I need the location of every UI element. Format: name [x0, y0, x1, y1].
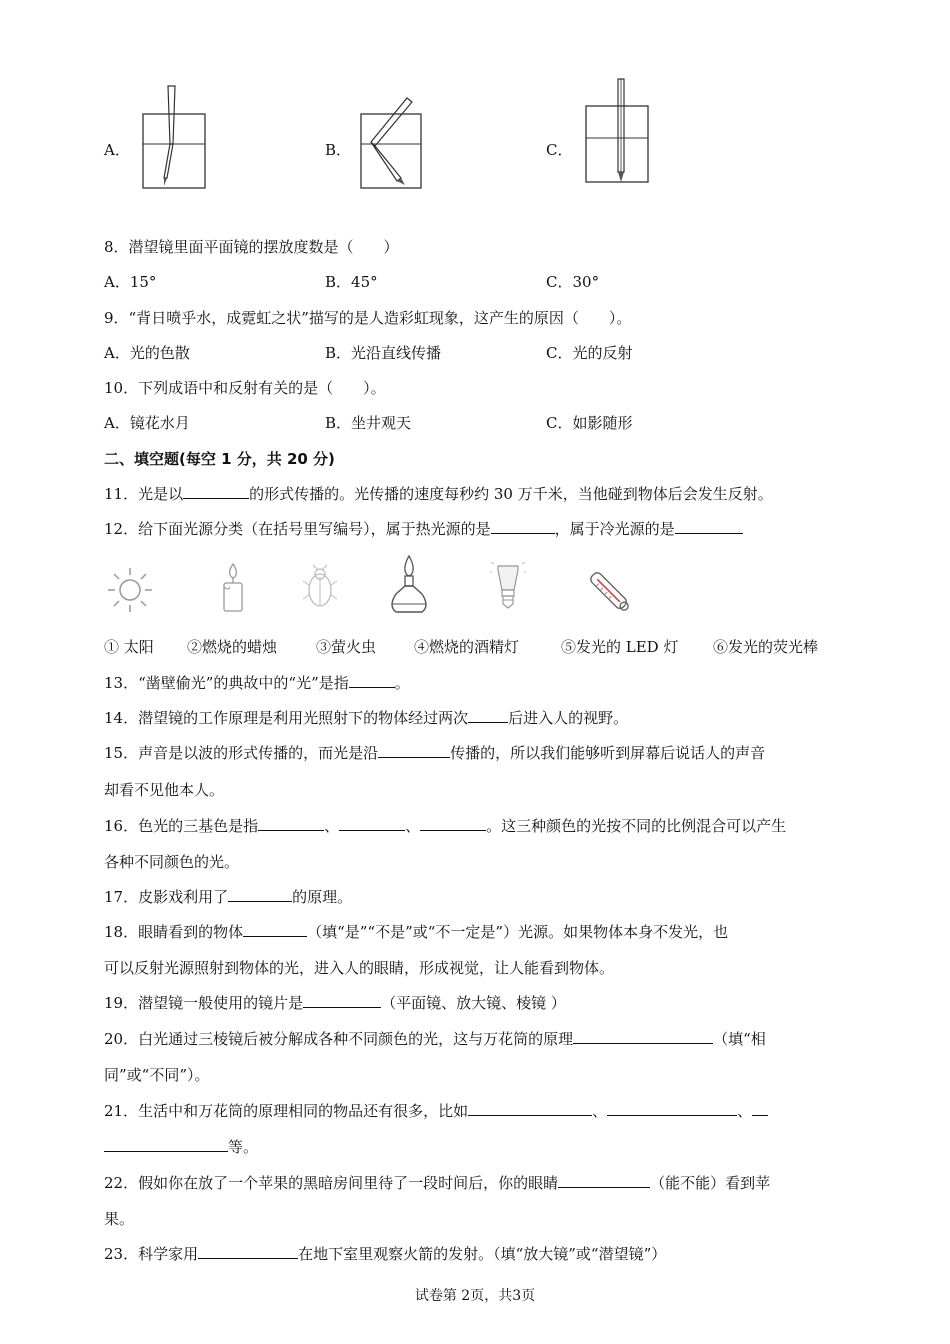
q21-part: 、 — [592, 1102, 608, 1120]
q23-part: 23．科学家用 — [104, 1245, 199, 1263]
q16-line-2: 各种不同颜色的光。 — [104, 853, 240, 871]
q13 — [104, 673, 410, 693]
pencil-in-water-b-figure — [355, 92, 435, 192]
answer-blank[interactable] — [752, 1101, 768, 1116]
q10-option-a: A．镜花水月 — [104, 414, 190, 432]
q19-part: 19．潜望镜一般使用的镜片是 — [104, 994, 304, 1012]
answer-blank[interactable] — [420, 816, 486, 831]
q17-part: 的原理。 — [292, 888, 353, 906]
answer-blank[interactable] — [183, 484, 249, 499]
q23-part: 在地下室里观察火箭的发射。（填“放大镜”或“潜望镜”） — [298, 1245, 667, 1263]
q20 — [104, 1029, 766, 1049]
q16-part: 16．色光的三基色是指 — [104, 817, 259, 835]
answer-blank[interactable] — [228, 887, 292, 902]
candle-icon — [218, 562, 248, 614]
q16-part: 、 — [405, 817, 421, 835]
q16-part: 。这三种颜色的光按不同的比例混合可以产生 — [486, 817, 787, 835]
pencil-in-water-c-figure — [580, 76, 660, 186]
q7-option-a-label: A． — [104, 141, 130, 159]
q21-part: 21．生活中和万花筒的原理相同的物品还有很多，比如 — [104, 1102, 469, 1120]
q22 — [104, 1173, 770, 1193]
q21 — [104, 1101, 768, 1121]
q20-part: （填“相 — [713, 1030, 766, 1048]
q15-part: 15．声音是以波的形式传播的，而光是沿 — [104, 744, 379, 762]
q20-part: 20．白光通过三棱镜后被分解成各种不同颜色的光，这与万花筒的原理 — [104, 1030, 574, 1048]
answer-blank[interactable] — [198, 1244, 298, 1259]
q22-part: 22．假如你在放了一个苹果的黑暗房间里待了一段时间后，你的眼睛 — [104, 1174, 559, 1192]
q11 — [104, 484, 773, 504]
q13-part: 。 — [394, 674, 410, 692]
q10-option-b: B．坐井观天 — [325, 414, 412, 432]
q20-line-2: 同”或“不同”）。 — [104, 1066, 210, 1084]
q22-line-2: 果。 — [104, 1210, 135, 1228]
q9-text: 9．“背日喷乎水，成霓虹之状”描写的是人造彩虹现象，这产生的原因（ ）。 — [104, 309, 632, 327]
light-source-label: ③萤火虫 — [316, 638, 377, 656]
q11-part: 的形式传播的。光传播的速度每秒约 30 万千米，当他碰到物体后会发生反射。 — [249, 485, 773, 503]
q15-part: 传播的，所以我们能够听到屏幕后说话人的声音 — [450, 744, 766, 762]
q9-option-b: B．光沿直线传播 — [325, 344, 442, 362]
q10-option-c: C．如影随形 — [546, 414, 633, 432]
alcohol-lamp-icon — [384, 554, 434, 616]
q8-option-b: B．45° — [325, 273, 378, 291]
firefly-icon — [300, 563, 340, 613]
q22-part: （能不能）看到苹 — [650, 1174, 771, 1192]
light-source-label: ⑤发光的 LED 灯 — [561, 638, 679, 656]
q18 — [104, 922, 728, 942]
q14-part: 后进入人的视野。 — [508, 709, 629, 727]
led-bulb-icon — [490, 562, 526, 612]
q10-text: 10．下列成语中和反射有关的是（ ）。 — [104, 379, 386, 397]
answer-blank[interactable] — [349, 673, 395, 688]
answer-blank[interactable] — [468, 1101, 592, 1116]
q16-part: 、 — [324, 817, 340, 835]
q18-part: （填“是”“不是”或“不一定是”）光源。如果物体本身不发光，也 — [307, 923, 729, 941]
page-footer: 试卷第 2页，共3页 — [414, 1288, 536, 1304]
q7-option-c-label: C． — [546, 141, 573, 159]
q16 — [104, 816, 786, 836]
answer-blank[interactable] — [104, 1137, 228, 1152]
q23 — [104, 1244, 666, 1264]
answer-blank[interactable] — [573, 1029, 713, 1044]
answer-blank[interactable] — [491, 519, 555, 534]
q11-part: 11．光是以 — [104, 485, 184, 503]
q14-part: 14．潜望镜的工作原理是利用光照射下的物体经过两次 — [104, 709, 469, 727]
q21-part: 等。 — [228, 1138, 259, 1156]
q13-part: 13．“凿壁偷光”的典故中的“光”是指 — [104, 674, 349, 692]
light-source-label: ⑥发光的荧光棒 — [713, 638, 819, 656]
q14 — [104, 708, 628, 728]
answer-blank[interactable] — [258, 816, 324, 831]
q21-line-2 — [104, 1137, 258, 1157]
answer-blank[interactable] — [243, 922, 307, 937]
q12-part: ，属于冷光源的是 — [554, 520, 675, 538]
answer-blank[interactable] — [607, 1101, 737, 1116]
light-source-label: ④燃烧的酒精灯 — [414, 638, 520, 656]
light-source-label: ②燃烧的蜡烛 — [187, 638, 278, 656]
answer-blank[interactable] — [468, 708, 508, 723]
q18-line-2: 可以反射光源照射到物体的光，进入人的眼睛，形成视觉，让人能看到物体。 — [104, 959, 615, 977]
q15 — [104, 743, 765, 763]
q15-line-2: 却看不见他本人。 — [104, 781, 225, 799]
q21-part: 、 — [737, 1102, 753, 1120]
light-source-label: ① 太阳 — [104, 638, 154, 656]
q12-part: 12．给下面光源分类（在括号里写编号），属于热光源的是 — [104, 520, 491, 538]
answer-blank[interactable] — [675, 519, 743, 534]
q18-part: 18．眼睛看到的物体 — [104, 923, 244, 941]
q7-option-b-label: B． — [325, 141, 352, 159]
answer-blank[interactable] — [303, 993, 381, 1008]
section-heading: 二、填空题(每空 1 分，共 20 分) — [104, 450, 335, 468]
q8-option-c: C．30° — [546, 273, 600, 291]
answer-blank[interactable] — [378, 743, 450, 758]
q8-option-a: A．15° — [104, 273, 157, 291]
q9-option-c: C．光的反射 — [546, 344, 633, 362]
q17 — [104, 887, 352, 907]
pencil-in-water-a-figure — [135, 82, 215, 192]
q17-part: 17．皮影戏利用了 — [104, 888, 229, 906]
q19 — [104, 993, 566, 1013]
q9-option-a: A．光的色散 — [104, 344, 190, 362]
glow-stick-icon — [584, 566, 636, 618]
sun-icon — [106, 566, 154, 614]
q12 — [104, 519, 743, 539]
answer-blank[interactable] — [339, 816, 405, 831]
q19-part: （平面镜、放大镜、棱镜 ） — [381, 994, 566, 1012]
answer-blank[interactable] — [558, 1173, 650, 1188]
q8-text: 8．潜望镜里面平面镜的摆放度数是（ ） — [104, 238, 399, 256]
